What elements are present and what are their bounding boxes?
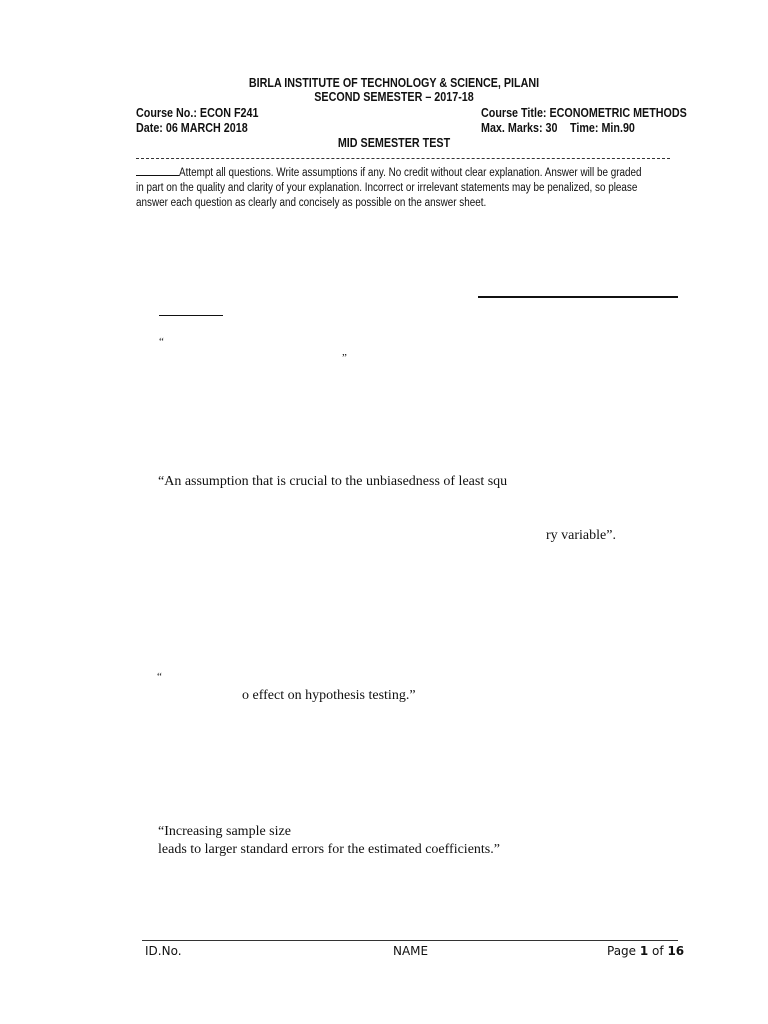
exam-time: Time: Min.90: [570, 121, 635, 135]
institute-name: BIRLA INSTITUTE OF TECHNOLOGY & SCIENCE, PILANI: [248, 76, 540, 90]
id-number-label: ID.No.: [145, 944, 182, 958]
max-marks: Max. Marks: 30: [481, 121, 558, 135]
question-hypothesis: o effect on hypothesis testing.”: [242, 688, 416, 703]
open-quote-1: “: [159, 336, 164, 348]
test-title: MID SEMESTER TEST: [337, 136, 451, 150]
instructions-line-3: answer each question as clearly and concisely as possible on the answer sheet.: [136, 197, 487, 209]
exam-date: Date: 06 MARCH 2018: [136, 121, 248, 135]
course-title: Course Title: ECONOMETRIC METHODS: [481, 106, 687, 120]
question-sample-size-line-1: “Increasing sample size: [158, 824, 291, 839]
heading-rule-right: [478, 296, 678, 298]
instructions-line-1: Attempt all questions. Write assumptions if any. No credit without clear explanation. Answer will be graded: [136, 165, 669, 181]
course-number: Course No.: ECON F241: [136, 106, 259, 120]
page-number: Page 1 of 16: [607, 944, 685, 958]
name-label: NAME: [393, 944, 429, 958]
blank-underline: [136, 165, 179, 176]
separator-dashed-rule: [136, 158, 670, 159]
open-quote-3: “: [157, 671, 162, 683]
instructions-line-2: in part on the quality and clarity of your explanation. Incorrect or irrelevant statements may be penalized, so please: [136, 182, 638, 194]
question-unbiasedness: “An assumption that is crucial to the unbiasedness of least squ: [158, 474, 508, 489]
semester-label: SECOND SEMESTER – 2017-18: [314, 90, 474, 104]
question-unbiasedness-end: ry variable”.: [546, 528, 616, 543]
instructions: [136, 165, 669, 211]
footer-rule: [142, 940, 678, 941]
question-sample-size-line-2: leads to larger standard errors for the estimated coefficients.”: [158, 842, 500, 857]
heading-rule-left: [159, 315, 223, 316]
close-quote-1: ”: [342, 352, 347, 364]
